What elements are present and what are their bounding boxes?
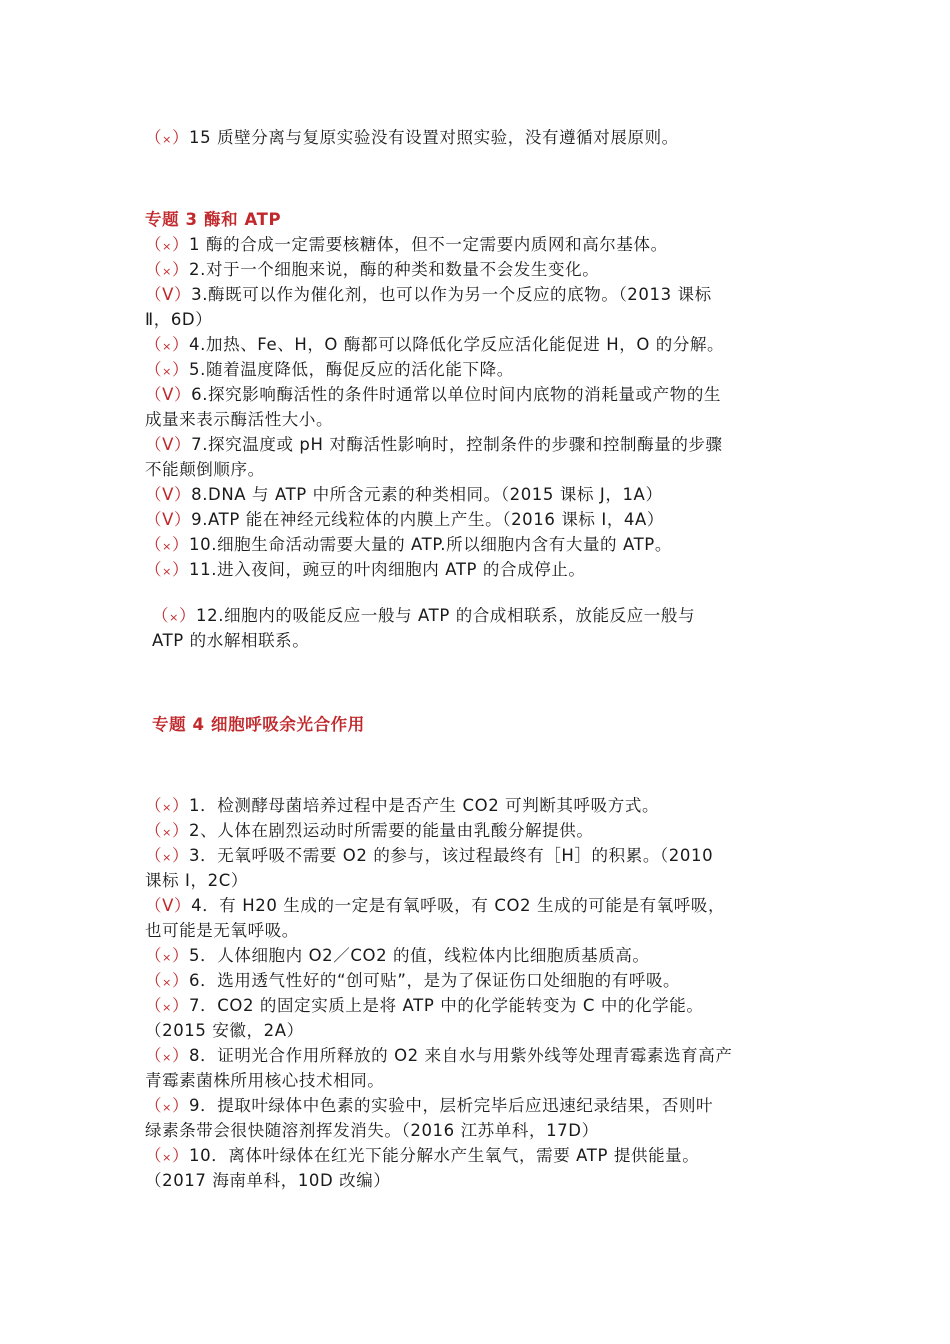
statement-line: （V）4．有 H20 生成的一定是有氧呼吸，有 CO2 生成的可能是有氧呼吸， (145, 896, 726, 915)
correct-mark: （V） (145, 385, 192, 404)
statement-continuation: 课标 I，2C） (145, 871, 248, 890)
wrong-mark: （×） (145, 360, 190, 379)
wrong-mark: （×） (145, 971, 190, 990)
wrong-mark: （×） (145, 235, 190, 254)
statement-line: （×）5.随着温度降低，酶促反应的活化能下降。 (145, 360, 514, 379)
statement-line: （×）6．选用透气性好的“创可贴”，是为了保证伤口处细胞的有呼吸。 (145, 971, 681, 990)
wrong-mark: （×） (145, 1046, 190, 1065)
correct-mark: （V） (145, 510, 192, 529)
statement-continuation: 也可能是无氧呼吸。 (145, 921, 299, 940)
wrong-mark: （×） (145, 1146, 190, 1165)
statement-line: （×）5．人体细胞内 O2／CO2 的值，线粒体内比细胞质基质高。 (145, 946, 650, 965)
statement-line: （×）11.进入夜间，豌豆的叶肉细胞内 ATP 的合成停止。 (145, 560, 586, 579)
wrong-mark: （×） (145, 1096, 190, 1115)
correct-mark: （V） (145, 485, 192, 504)
statement-line: （×）9．提取叶绿体中色素的实验中，层析完毕后应迅速纪录结果，否则叶 (145, 1096, 714, 1115)
statement-line: （V）8.DNA 与 ATP 中所含元素的种类相同。（2015 课标 J，1A） (145, 485, 663, 504)
statement-line: （×）3．无氧呼吸不需要 O2 的参与，该过程最终有［H］的积累。（2010 (145, 846, 714, 865)
statement-continuation: 绿素条带会很快随溶剂挥发消失。（2016 江苏单科，17D） (145, 1121, 599, 1140)
correct-mark: （V） (145, 896, 192, 915)
wrong-mark: （×） (145, 260, 190, 279)
wrong-mark: （×） (145, 996, 190, 1015)
statement-line: （×）8．证明光合作用所释放的 O2 来自水与用紫外线等处理青霉素选育高产 (145, 1046, 733, 1065)
statement-continuation: Ⅱ，6D） (145, 310, 213, 329)
section-heading: 专题 3 酶和 ATP (145, 210, 282, 229)
correct-mark: （V） (145, 285, 192, 304)
correct-mark: （V） (145, 435, 192, 454)
statement-continuation: 不能颠倒顺序。 (145, 460, 265, 479)
statement-line: （×）12.细胞内的吸能反应一般与 ATP 的合成相联系，放能反应一般与 (152, 606, 696, 625)
statement-line: （×）4.加热、Fe、H，O 酶都可以降低化学反应活化能促进 H，O 的分解。 (145, 335, 725, 354)
wrong-mark: （×） (145, 535, 190, 554)
statement-continuation: （2015 安徽，2A） (145, 1021, 304, 1040)
statement-continuation: 成量来表示酶活性大小。 (145, 410, 334, 429)
statement-continuation: 青霉素菌株所用核心技术相同。 (145, 1071, 385, 1090)
statement-text: 15 质壁分离与复原实验没有设置对照实验，没有遵循对展原则。 (189, 128, 679, 147)
statement-line: （V）6.探究影响酶活性的条件时通常以单位时间内底物的消耗量或产物的生 (145, 385, 722, 404)
wrong-mark: （×） (145, 335, 190, 354)
section-heading: 专题 4 细胞呼吸余光合作用 (152, 715, 365, 734)
wrong-mark: （×） (152, 606, 197, 625)
wrong-mark: （×） (145, 796, 190, 815)
wrong-mark: （×） (145, 821, 190, 840)
wrong-mark: （×） (145, 846, 190, 865)
answer-mark: （×） (145, 128, 190, 147)
statement-line: （V）7.探究温度或 pH 对酶活性影响时，控制条件的步骤和控制酶量的步骤 (145, 435, 723, 454)
statement-line: （×）10.细胞生命活动需要大量的 ATP.所以细胞内含有大量的 ATP。 (145, 535, 672, 554)
statement-line (145, 126, 679, 153)
statement-line: （×）1．检测酵母菌培养过程中是否产生 CO2 可判断其呼吸方式。 (145, 796, 660, 815)
statement-line: （V）3.酶既可以作为催化剂，也可以作为另一个反应的底物。（2013 课标 (145, 285, 712, 304)
wrong-mark: （×） (145, 946, 190, 965)
wrong-mark: （×） (145, 560, 190, 579)
statement-line: （×）2.对于一个细胞来说，酶的种类和数量不会发生变化。 (145, 260, 600, 279)
statement-continuation: ATP 的水解相联系。 (152, 631, 310, 650)
statement-line: （×）7．CO2 的固定实质上是将 ATP 中的化学能转变为 C 中的化学能。 (145, 996, 704, 1015)
statement-continuation: （2017 海南单科，10D 改编） (145, 1171, 391, 1190)
statement-line: （V）9.ATP 能在神经元线粒体的内膜上产生。（2016 课标 I，4A） (145, 510, 665, 529)
statement-line: （×）10．离体叶绿体在红光下能分解水产生氧气，需要 ATP 提供能量。 (145, 1146, 700, 1165)
statement-line: （×）1 酶的合成一定需要核糖体，但不一定需要内质网和高尔基体。 (145, 235, 668, 254)
statement-line: （×）2、人体在剧烈运动时所需要的能量由乳酸分解提供。 (145, 821, 594, 840)
